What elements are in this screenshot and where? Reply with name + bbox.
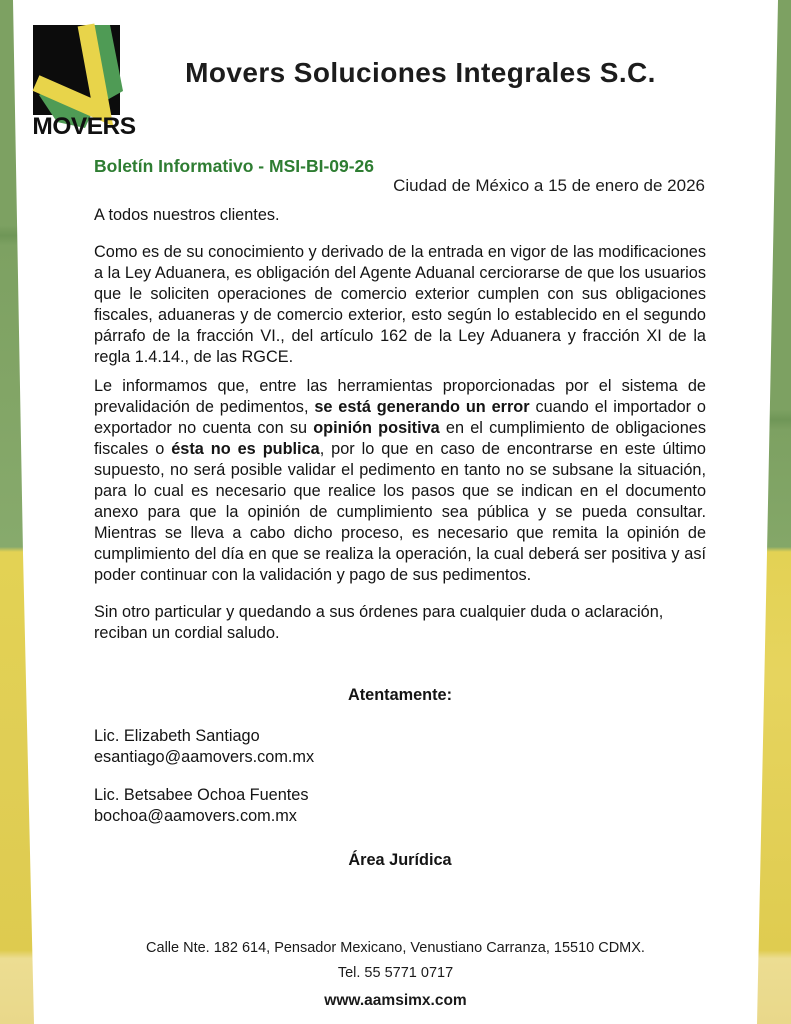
closing-paragraph: Sin otro particular y quedando a sus órdenes para cualquier duda o aclaración, reciban un cordial saludo. [94, 603, 664, 642]
date-line: Ciudad de México a 15 de enero de 2026 [393, 176, 705, 195]
paragraph-error-notice: Le informamos que, entre las herramientas proporcionadas por el sistema de prevalidación de pedimentos, se está generando un error cuando el importador o exportador no cuenta con su opinión positiva en el cumplimiento de obligaciones fiscales o ésta no es publica, por lo que en caso de encontrarse en este último supuesto, no será posible validar el pedimento en tanto no se subsane la situación, para lo cual es necesario que realice los pasos que se indican en el documento anexo para que la opinión de cumplimiento sea pública y se pueda consultar. Mientras se lleva a cabo dicho proceso, es necesario que remita la opinión de cumplimiento del día en que se realiza la operación, la cual deberá ser positiva y así poder continuar con la validación y pago de sus pedimentos. [94, 377, 706, 584]
letter-footer [60, 940, 731, 1010]
paragraph-legal-basis: Como es de su conocimiento y derivado de la entrada en vigor de las modificaciones a la Ley Aduanera, es obligación del Agente Aduanal cerciorarse de que los usuarios que le soliciten operaciones de comercio exterior cumplen con sus obligaciones fiscales, aduaneras y de comercio exterior, esto según lo establecido en el segundo párrafo de la fracción VI., del artículo 162 de la Ley Aduanera y fracción XI de la regla 1.4.14., de las RGCE. [94, 243, 706, 366]
footer-address: Calle Nte. 182 614, Pensador Mexicano, Venustiano Carranza, 15510 CDMX. [146, 940, 645, 956]
left-edge-stripe [0, 0, 34, 1024]
letter-body [94, 205, 706, 871]
signer-email: esantiago@aamovers.com.mx [94, 748, 315, 766]
department-name: Área Jurídica [348, 851, 452, 869]
signature-heading: Atentamente: [347, 686, 453, 704]
logo-wordmark: MOVERS [32, 113, 136, 140]
bulletin-title: Boletín Informativo - MSI-BI-09-26 [94, 156, 375, 176]
signer-email: bochoa@aamovers.com.mx [94, 807, 297, 825]
company-title: Movers Soluciones Integrales S.C. [185, 57, 656, 88]
footer-website: www.aamsimx.com [324, 992, 467, 1009]
salutation: A todos nuestros clientes. [94, 206, 280, 224]
footer-phone: Tel. 55 5771 0717 [337, 965, 454, 981]
signer-name: Lic. Betsabee Ochoa Fuentes [94, 786, 309, 804]
signer-name: Lic. Elizabeth Santiago [94, 727, 260, 745]
right-edge-stripe [757, 0, 791, 1024]
